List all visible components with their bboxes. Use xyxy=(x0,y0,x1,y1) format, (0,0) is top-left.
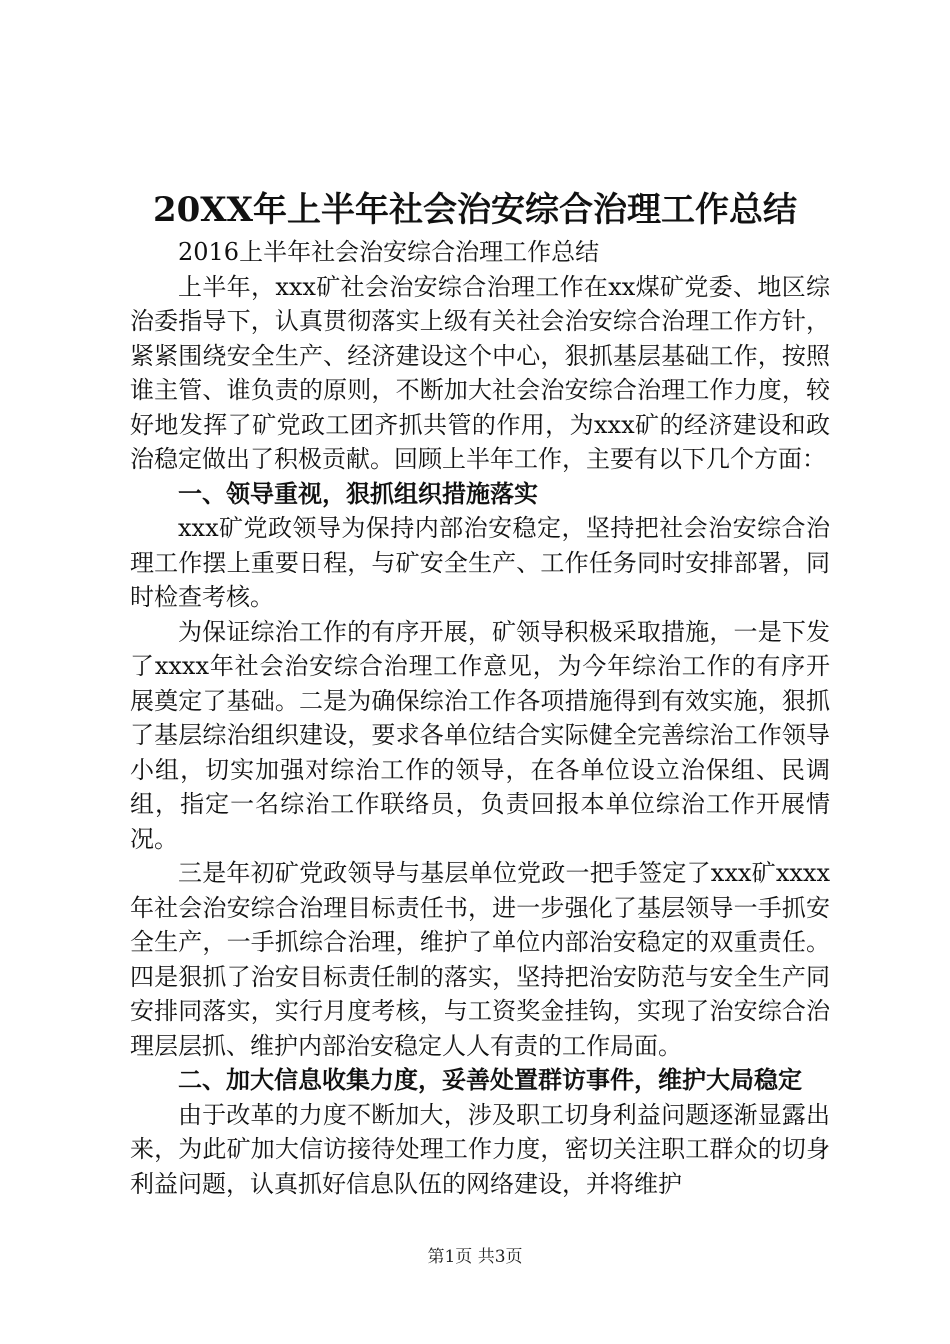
paragraph-leadership: xxx矿党政领导为保持内部治安稳定，坚持把社会治安综合治理工作摆上重要日程，与矿安全生产、工作任务同时安排部署，同时检查考核。 xyxy=(130,514,830,611)
paragraph-responsibility: 三是年初矿党政领导与基层单位党政一把手签定了xxx矿xxxx年社会治安综合治理目标责任书，进一步强化了基层领导一手抓安全生产，一手抓综合治理，维护了单位内部治安稳定的双重责任。四是狠抓了治安目标责任制的落实，坚持把治安防范与安全生产同安排同落实，实行月度考核，与工资奖金挂钩，实现了治安综合治理层层抓、维护内部治安稳定人人有责的工作局面。 xyxy=(130,859,830,1060)
page-number-footer: 第1页 共3页 xyxy=(427,1247,523,1267)
document-subtitle: 2016上半年社会治安综合治理工作总结 xyxy=(178,238,600,266)
section-heading-2: 二、加大信息收集力度，妥善处置群访事件，维护大局稳定 xyxy=(178,1066,802,1094)
paragraph-intro: 上半年，xxx矿社会治安综合治理工作在xx煤矿党委、地区综治委指导下，认真贯彻落实上级有关社会治安综合治理工作方针，紧紧围绕安全生产、经济建设这个中心，狠抓基层基础工作，按照谁主管、谁负责的原则，不断加大社会治安综合治理工作力度，较好地发挥了矿党政工团齐抓共管的作用，为xxx矿的经济建设和政治稳定做出了积极贡献。回顾上半年工作，主要有以下几个方面： xyxy=(130,272,830,473)
document-body xyxy=(130,235,830,1201)
section-heading-1: 一、领导重视，狠抓组织措施落实 xyxy=(178,479,538,508)
document-title: 20XX年上半年社会治安综合治理工作总结 xyxy=(152,190,798,230)
paragraph-measures: 为保证综治工作的有序开展，矿领导积极采取措施，一是下发了xxxx年社会治安综合治理工作意见，为今年综治工作的有序开展奠定了基础。二是为确保综治工作各项措施得到有效实施，狠抓了基层综治组织建设，要求各单位结合实际健全完善综治工作领导小组，切实加强对综治工作的领导，在各单位设立治保组、民调组，指定一名综治工作联络员，负责回报本单位综治工作开展情况。 xyxy=(130,617,830,853)
paragraph-petitions: 由于改革的力度不断加大，涉及职工切身利益问题逐渐显露出来，为此矿加大信访接待处理工作力度，密切关注职工群众的切身利益问题，认真抓好信息队伍的网络建设，并将维护 xyxy=(130,1100,830,1198)
